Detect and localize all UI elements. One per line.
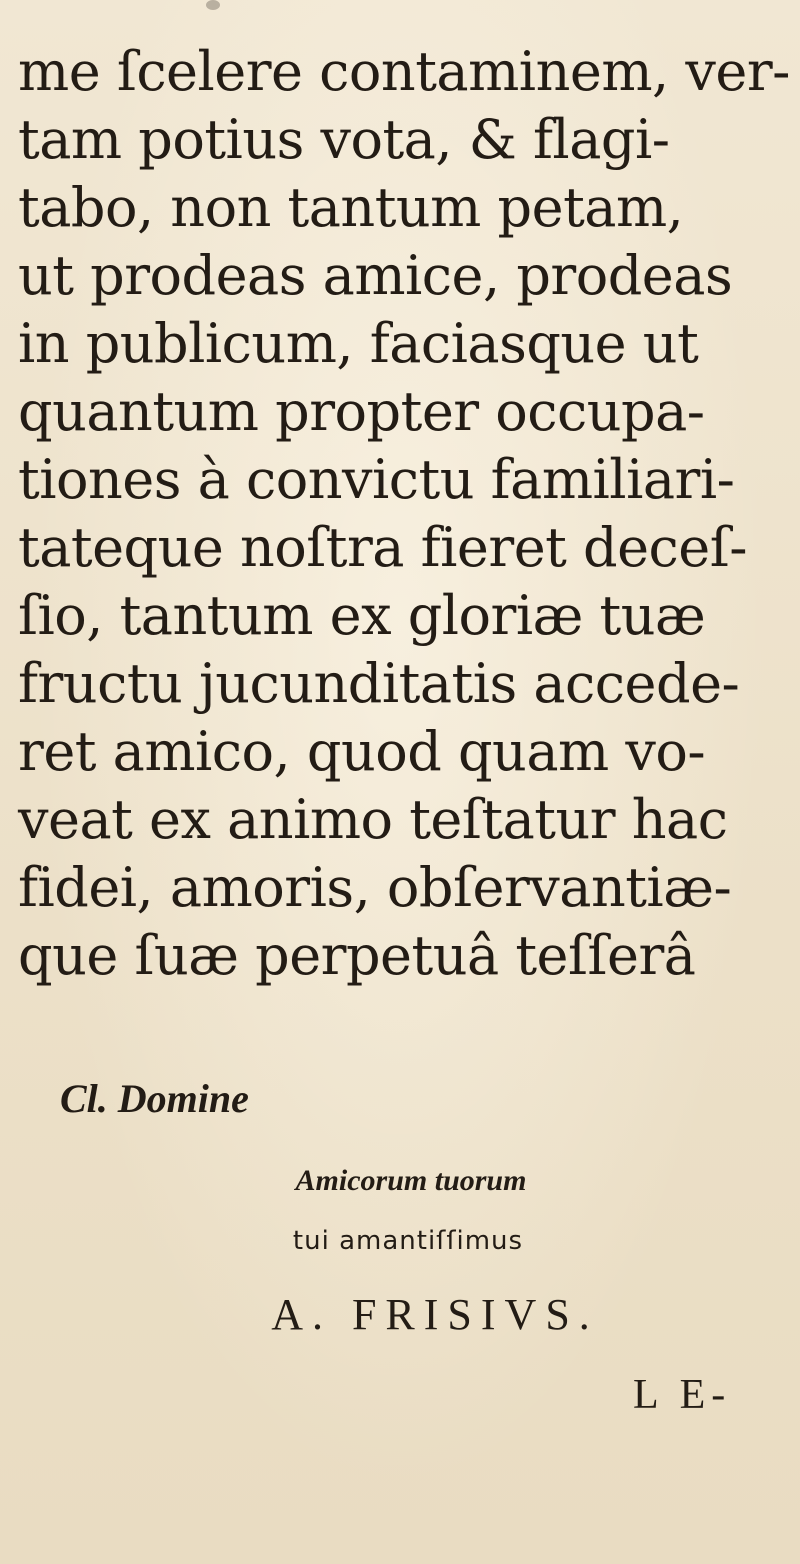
text-line: in publicum, faciasque ut [18,312,699,375]
text-line: que ſuæ perpetuâ teſſerâ [18,924,696,987]
closing-line: tui amantiſſimus [292,1226,524,1256]
text-line: tabo, non tantum petam, [18,176,684,239]
text-line: ſio, tantum ex gloriæ tuæ [18,584,706,647]
text-line: tateque noſtra fieret deceſ- [18,516,747,579]
text-line: ut prodeas amice, prodeas [18,244,733,307]
letter-body [18,38,788,990]
text-line: me ſcelere contaminem, ver- [18,40,790,103]
catchword: L E- [633,1372,732,1418]
text-line: fidei, amoris, obſervantiæ- [18,856,732,919]
text-line: tam potius vota, & flagi- [18,108,670,171]
text-line: tiones à convictu familiari- [18,448,735,511]
ink-spot [206,0,220,10]
closing-line: Amicorum tuorum [295,1164,527,1197]
signature: A. FRISIVS. [271,1290,599,1339]
text-line: quantum propter occupa- [18,380,705,443]
text-line: veat ex animo teſtatur hac [18,788,728,851]
text-line: ret amico, quod quam vo- [18,720,706,783]
salutation: Cl. Domine [60,1076,249,1121]
text-line: fructu jucunditatis accede- [18,652,740,715]
